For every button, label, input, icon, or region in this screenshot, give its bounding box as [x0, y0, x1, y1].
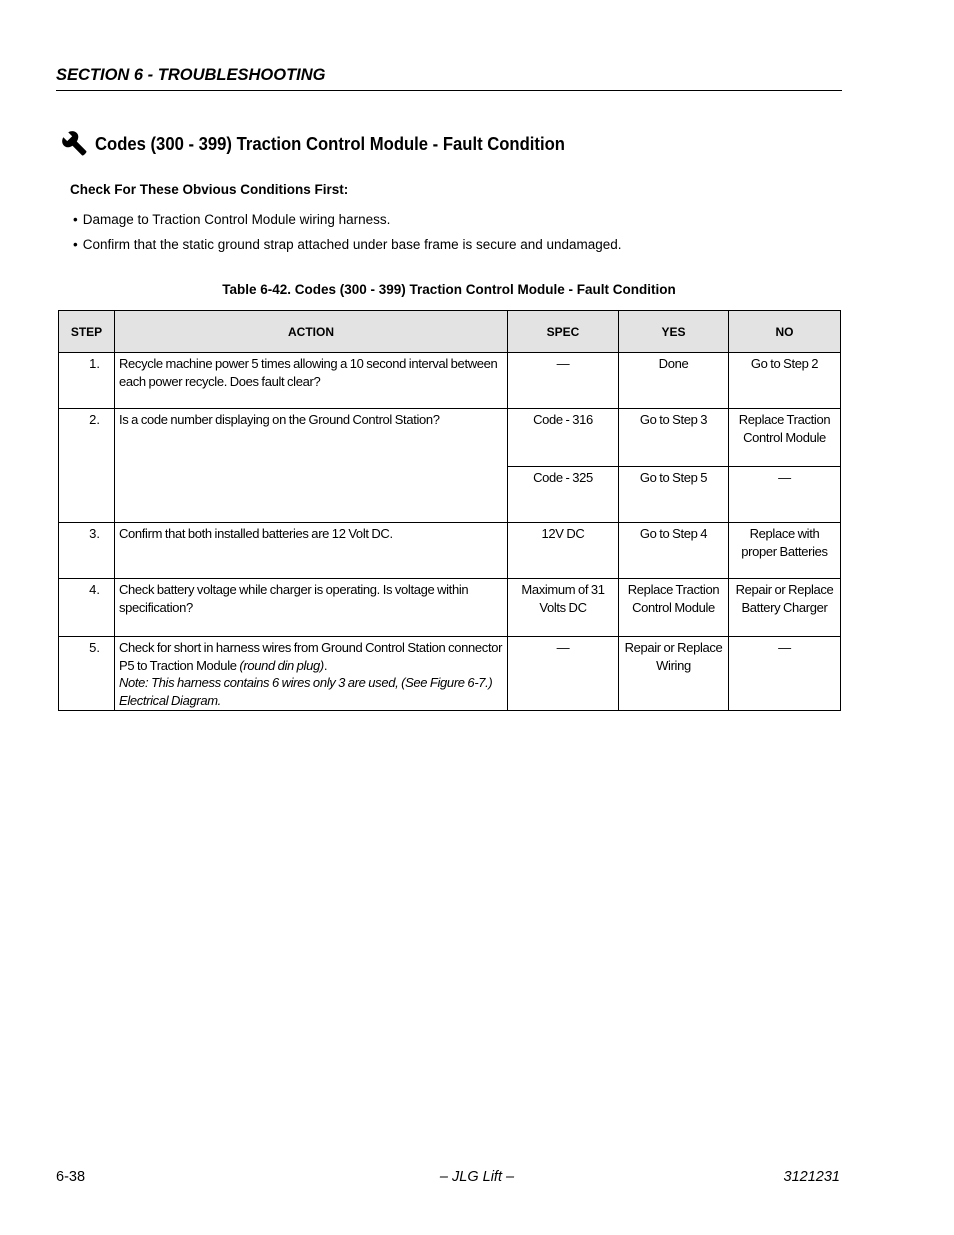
action-main: Check for short in harness wires from Ground Control Station connector P5 to Traction Module [119, 640, 503, 673]
table-row [59, 409, 841, 467]
yes-value: Repair or Replace Wiring [624, 640, 723, 673]
header-yes: YES [619, 311, 729, 353]
spec-value: Code - 316 [533, 412, 593, 427]
header-step: STEP [59, 311, 115, 353]
table-row [59, 579, 841, 637]
action-text: Check battery voltage while charger is operating. Is voltage within specification? [119, 582, 469, 615]
table-caption: Table 6-42. Codes (300 - 399) Traction Control Module - Fault Condition [222, 282, 676, 297]
header-no: NO [729, 311, 841, 353]
no-value: Go to Step 2 [750, 356, 819, 371]
action-emphasis: (round din plug) [239, 657, 324, 673]
step-number: 2. [89, 412, 100, 427]
check-title: Check For These Obvious Conditions First: [70, 182, 349, 197]
document-number: 3121231 [783, 1169, 840, 1185]
yes-value: Replace Traction Control Module [627, 582, 720, 615]
action-period: . [323, 657, 328, 673]
action-text: Confirm that both installed batteries are 12 Volt DC. [119, 526, 393, 541]
action-text [115, 637, 507, 709]
fault-table [58, 310, 841, 711]
no-value: — [778, 640, 791, 655]
step-number: 1. [89, 356, 100, 371]
yes-value: Go to Step 3 [639, 412, 708, 427]
conditions-list [73, 207, 622, 257]
no-value: — [778, 470, 791, 485]
footer-publisher: – JLG Lift – [439, 1169, 515, 1185]
no-value: Repair or Replace Battery Charger [735, 582, 834, 615]
header-spec: SPEC [508, 311, 619, 353]
yes-value: Go to Step 5 [639, 470, 708, 485]
list-item: • Damage to Traction Control Module wiring harness. [73, 207, 622, 232]
spec-value: Code - 325 [533, 470, 593, 485]
action-text: Is a code number displaying on the Ground Control Station? [119, 412, 440, 427]
list-item: • Confirm that the static ground strap attached under base frame is secure and undamaged. [73, 232, 622, 257]
section-header: SECTION 6 - TROUBLESHOOTING [56, 64, 842, 91]
no-value: Replace Traction Control Module [738, 412, 831, 445]
step-number: 4. [89, 582, 100, 597]
table-row [59, 353, 841, 409]
no-value: Replace with proper Batteries [741, 526, 828, 559]
page-heading [60, 126, 617, 162]
table-row [59, 523, 841, 579]
yes-value: Go to Step 4 [639, 526, 708, 541]
step-number: 5. [89, 640, 100, 655]
yes-value: Done [658, 356, 689, 371]
table-row [59, 637, 841, 711]
spec-value: 12V DC [541, 526, 585, 541]
action-note: Note: This harness contains 6 wires only 3 are used, (See Figure 6-7.) Electrical Diagram. [119, 675, 493, 708]
action-text: Recycle machine power 5 times allowing a 10 second interval between each power recycle. Does fault clear? [119, 356, 498, 389]
wrench-icon [60, 129, 90, 159]
step-number: 3. [89, 526, 100, 541]
heading-title: Codes (300 - 399) Traction Control Module - Fault Condition [95, 133, 565, 154]
spec-value: Maximum of 31 Volts DC [521, 582, 605, 615]
table-header-row [59, 311, 841, 353]
spec-value: — [556, 356, 570, 371]
page-number: 6-38 [56, 1169, 86, 1185]
header-action: ACTION [115, 311, 508, 353]
spec-value: — [556, 640, 570, 655]
